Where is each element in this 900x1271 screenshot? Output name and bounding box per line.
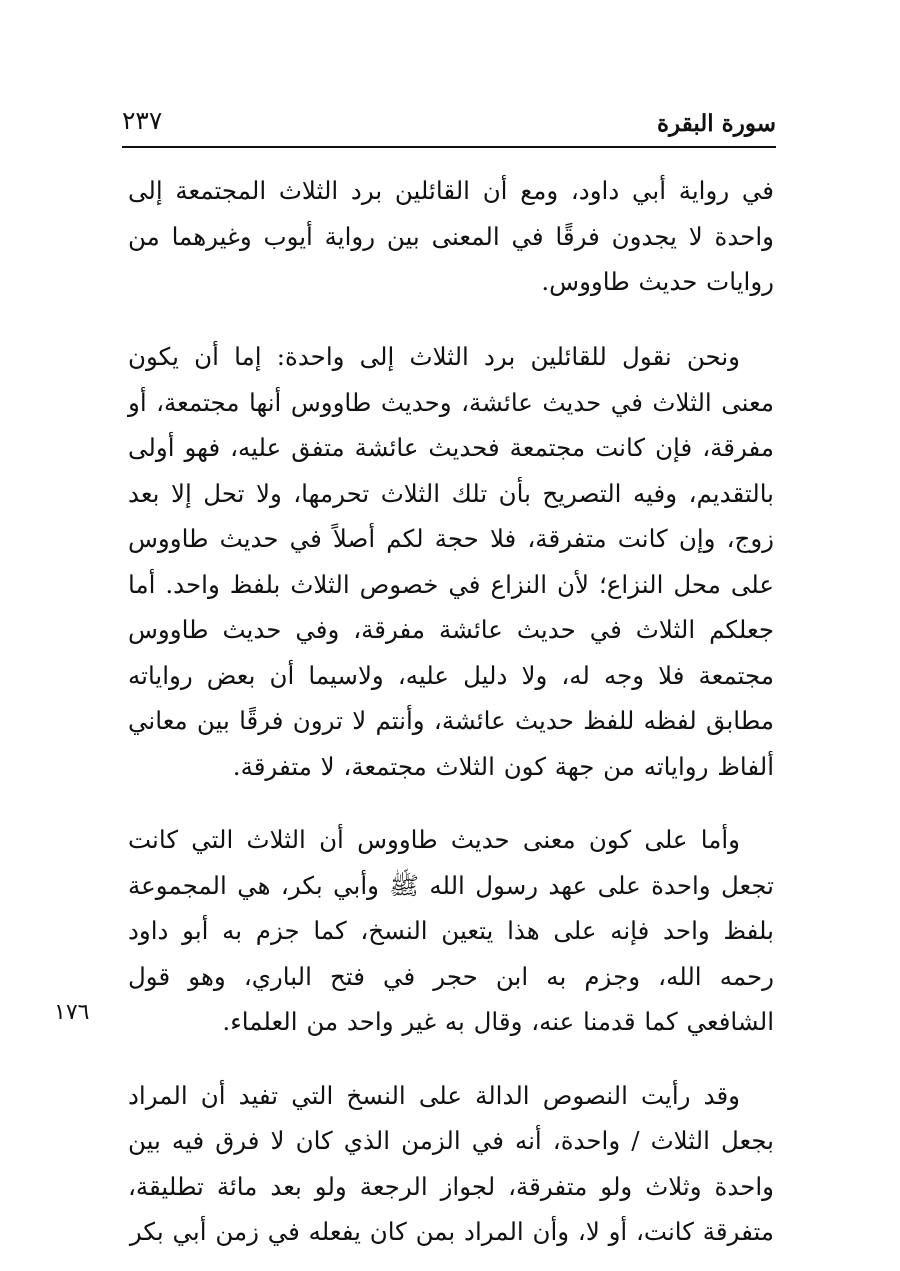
- page-number: ٢٣٧: [122, 106, 163, 135]
- page-header: [122, 100, 776, 148]
- text-body: [128, 168, 774, 1255]
- surah-title: سورة البقرة: [656, 110, 776, 137]
- paragraph-1: في رواية أبي داود، ومع أن القائلين برد الثلاث المجتمعة إلى واحدة لا يجدون فرقًا في المعنى بين رواية أيوب وغيرهما من روايات حديث طاووس.: [128, 176, 774, 296]
- paragraph-2: ونحن نقول للقائلين برد الثلاث إلى واحدة: إما أن يكون معنى الثلاث في حديث عائشة، وحديث طاووس أنها مجتمعة، أو مفرقة، فإن كانت مجتمعة فحديث عائشة متفق عليه، فهو أولى بالتقديم، وفيه التصريح بأن تلك الثلاث تحرمها، ولا تحل إلا بعد زوج، وإن كانت متفرقة، فلا حجة لكم أصلاً في حديث طاووس على محل النزاع؛ لأن النزاع في خصوص الثلاث بلفظ واحد. أما جعلكم الثلاث في حديث عائشة مفرقة، وفي حديث طاووس مجتمعة فلا وجه له، ولا دليل عليه، ولاسيما أن بعض رواياته مطابق لفظه للفظ حديث عائشة، وأنتم لا ترون فرقًا بين معاني ألفاظ رواياته من جهة كون الثلاث مجتمعة، لا متفرقة.: [128, 342, 774, 781]
- margin-page-reference: ١٧٦: [54, 1000, 90, 1025]
- paragraph-3: وأما على كون معنى حديث طاووس أن الثلاث التي كانت تجعل واحدة على عهد رسول الله ﷺ وأبي بكر، هي المجموعة بلفظ واحد فإنه على هذا يتعين النسخ، كما جزم به أبو داود رحمه الله، وجزم به ابن حجر في فتح الباري، وهو قول الشافعي كما قدمنا عنه، وقال به غير واحد من العلماء.: [128, 825, 774, 1036]
- paragraph-4: وقد رأيت النصوص الدالة على النسخ التي تفيد أن المراد بجعل الثلاث / واحدة، أنه في الزمن الذي كان لا فرق فيه بين واحدة وثلاث ولو متفرقة، لجواز الرجعة ولو بعد مائة تطليقة، متفرقة كانت، أو لا، وأن المراد بمن كان يفعله في زمن أبي بكر: [128, 1080, 774, 1246]
